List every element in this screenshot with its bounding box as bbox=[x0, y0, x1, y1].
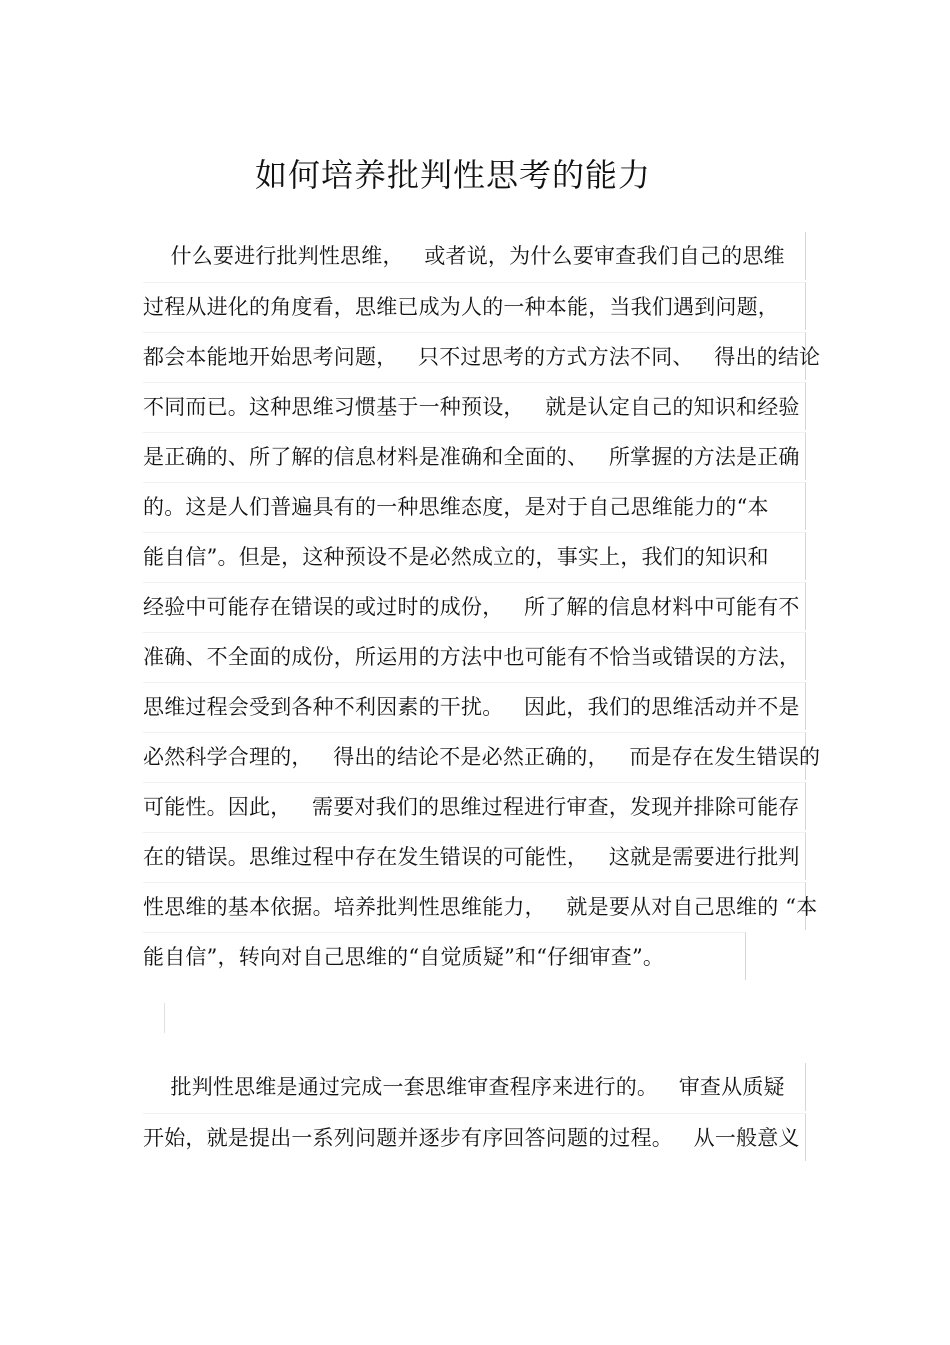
paragraph-1-line-13: 在的错误。思维过程中存在发生错误的可能性， 这就是需要进行批判 bbox=[143, 832, 806, 880]
paragraph-2-line-2: 开始，就是提出一系列问题并逐步有序回答问题的过程。 从一般意义 bbox=[143, 1113, 806, 1161]
paragraph-1-line-11: 必然科学合理的， 得出的结论不是必然正确的， 而是存在发生错误的 bbox=[143, 732, 806, 780]
paragraph-2-line-1: 批判性思维是通过完成一套思维审查程序来进行的。 审查从质疑 bbox=[143, 1063, 806, 1111]
paragraph-1-line-14: 性思维的基本依据。培养批判性思维能力， 就是要从对自己思维的 “本 bbox=[143, 882, 806, 930]
paragraph-1-line-8: 经验中可能存在错误的或过时的成份， 所了解的信息材料中可能有不 bbox=[143, 582, 806, 630]
document-title: 如何培养批判性思考的能力 bbox=[254, 156, 651, 194]
paragraph-1-line-10: 思维过程会受到各种不利因素的干扰。 因此，我们的思维活动并不是 bbox=[143, 682, 806, 730]
paragraph-1-line-1: 什么要进行批判性思维， 或者说，为什么要审查我们自己的思维 bbox=[143, 232, 806, 280]
paragraph-1-line-12: 可能性。因此， 需要对我们的思维过程进行审查，发现并排除可能存 bbox=[143, 782, 806, 830]
paragraph-1-line-7: 能自信”。但是，这种预设不是必然成立的，事实上，我们的知识和 bbox=[143, 532, 806, 580]
paragraph-1-line-2: 过程从进化的角度看，思维已成为人的一种本能，当我们遇到问题， bbox=[143, 282, 806, 330]
paragraph-1-line-3: 都会本能地开始思考问题， 只不过思考的方式方法不同、 得出的结论 bbox=[143, 332, 806, 380]
divider-mark bbox=[164, 1003, 165, 1033]
paragraph-1-line-15: 能自信”，转向对自己思维的“自觉质疑”和“仔细审查”。 bbox=[143, 932, 746, 980]
paragraph-1-line-9: 准确、不全面的成份，所运用的方法中也可能有不恰当或错误的方法， bbox=[143, 632, 806, 680]
paragraph-1-line-6: 的。这是人们普遍具有的一种思维态度，是对于自己思维能力的“本 bbox=[143, 482, 806, 530]
paragraph-1-line-5: 是正确的、所了解的信息材料是准确和全面的、 所掌握的方法是正确 bbox=[143, 432, 806, 480]
paragraph-1-line-4: 不同而已。这种思维习惯基于一种预设， 就是认定自己的知识和经验 bbox=[143, 382, 806, 430]
